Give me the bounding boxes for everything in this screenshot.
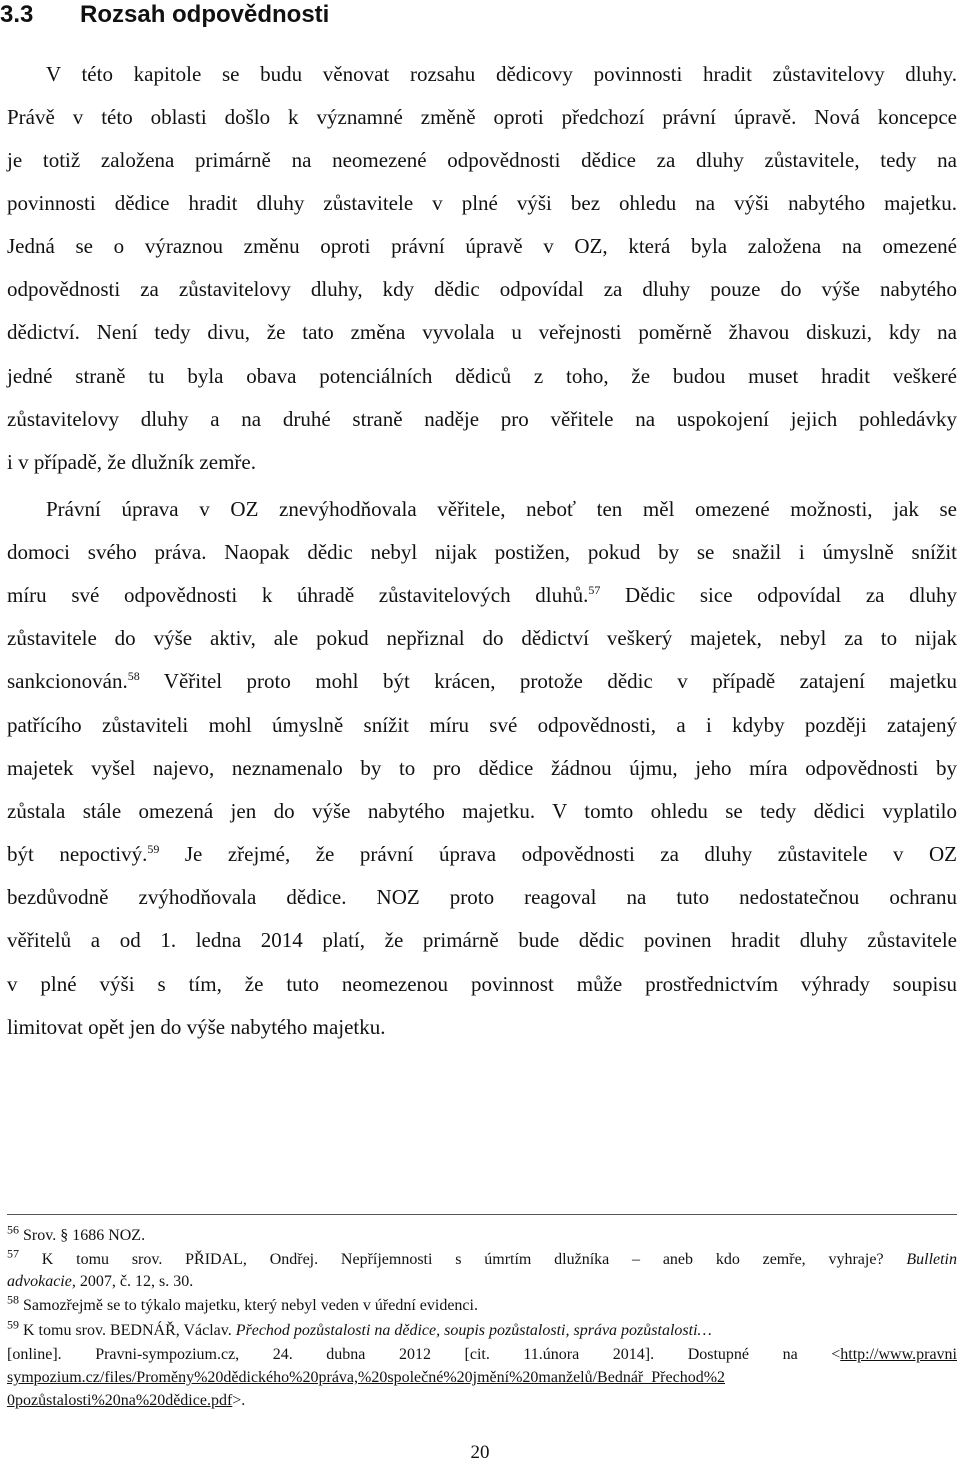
paragraph-line: v plné výši s tím, že tuto neomezenou povinnost může prostřednictvím výhrady soupisu	[7, 972, 957, 996]
footnote-journal: Bulletin	[906, 1251, 957, 1268]
footnote-ref-57[interactable]: 57	[588, 583, 601, 597]
paragraph-line: Právě v této oblasti došlo k významné změně oproti předchozí právní úpravě. Nová koncepce	[7, 105, 957, 129]
footnote-text: K tomu srov. PŘIDAL, Ondřej. Nepříjemnosti s úmrtím dlužníka – aneb kdo zemře, vyhraje?	[19, 1251, 907, 1268]
line-text: Věřitel proto mohl být krácen, protože dědic v případě zatajení majetku	[139, 669, 957, 693]
footnote-number: 57	[7, 1246, 19, 1261]
footnote-57-cont	[7, 1272, 957, 1292]
section-title: Rozsah odpovědnosti	[80, 1, 330, 28]
paragraph-line: majetek vyšel najevo, neznamenalo by to pro dědice žádnou újmu, jeho míra odpovědnosti by	[7, 756, 957, 780]
footnote-59-url	[7, 1368, 957, 1388]
paragraph-line: jedné straně tu byla obava potenciálních dědiců z toho, že budou muset hradit veškeré	[7, 364, 957, 388]
paragraph-line: zůstala stále omezená jen do výše nabytého majetku. V tomto ohledu se tedy dědici vyplatilo	[7, 799, 957, 823]
footnote-ref-59[interactable]: 59	[147, 842, 160, 856]
paragraph-line: povinnosti dědice hradit dluhy zůstavitele v plné výši bez ohledu na výši nabytého majetku.	[7, 191, 957, 215]
paragraph-line: bezdůvodně zvýhodňovala dědice. NOZ proto reagoval na tuto nedostatečnou ochranu	[7, 885, 957, 909]
footnote-ref-58[interactable]: 58	[127, 669, 140, 683]
footnote-link[interactable]: sympozium.cz/files/Proměny%20dědického%20práva,%20společné%20jmění%20manželů/Bednář_Přechod%2	[7, 1369, 726, 1386]
paragraph-line	[7, 841, 957, 867]
footnote-text: 2007, č. 12, s. 30.	[75, 1273, 194, 1290]
section-heading	[0, 0, 329, 30]
paragraph-line: dědictví. Není tedy divu, že tato změna vyvolala u veřejnosti poměrně žhavou diskuzi, kdy na	[7, 320, 957, 344]
line-text: Je zřejmé, že právní úprava odpovědnosti za dluhy zůstavitele v OZ	[159, 842, 957, 866]
footnote-59	[7, 1317, 957, 1341]
footnote-number: 58	[7, 1292, 19, 1307]
footnote-text: K tomu srov. BEDNÁŘ, Václav.	[19, 1322, 236, 1339]
line-text: být nepoctivý.	[7, 842, 148, 866]
paragraph-line: Jedná se o výraznou změnu oproti právní úpravě v OZ, která byla založena na omezené	[7, 234, 957, 258]
footnote-57	[7, 1246, 957, 1270]
footnote-text: [online]. Pravni-sympozium.cz, 24. dubna 2012 [cit. 11.února 2014]. Dostupné na <	[7, 1346, 841, 1363]
footnote-59-cont	[7, 1345, 957, 1365]
line-text: míru své odpovědnosti k úhradě zůstavitelových dluhů.	[7, 583, 589, 607]
paragraph-line: V této kapitole se budu věnovat rozsahu dědicovy povinnosti hradit zůstavitelovy dluhy.	[46, 62, 957, 86]
footnote-link[interactable]: http://www.pravni	[840, 1346, 957, 1363]
paragraph-line: patřícího zůstaviteli mohl úmyslně snížit míru své odpovědnosti, a i kdyby později zatajený	[7, 713, 957, 737]
footnote-title: Přechod pozůstalosti na dědice, soupis pozůstalosti, správa pozůstalosti…	[235, 1322, 712, 1339]
footnote-58	[7, 1292, 957, 1316]
paragraph-line: zůstavitele do výše aktiv, ale pokud nepřiznal do dědictví veškerý majetek, nebyl za to nijak	[7, 626, 957, 650]
footnote-59-url-end	[7, 1391, 957, 1411]
footnote-number: 59	[7, 1317, 19, 1332]
footnote-text: Srov. § 1686 NOZ.	[23, 1227, 146, 1244]
line-text: Dědic sice odpovídal za dluhy	[600, 583, 957, 607]
page-number: 20	[470, 1442, 490, 1463]
paragraph-line: odpovědnosti za zůstavitelovy dluhy, kdy dědic odpovídal za dluhy pouze do výše nabytého	[7, 277, 957, 301]
footnote-number: 56	[7, 1222, 19, 1237]
paragraph-line	[7, 582, 957, 608]
paragraph-line: je totiž založena primárně na neomezené odpovědnosti dědice za dluhy zůstavitele, tedy na	[7, 148, 957, 172]
footnote-divider	[7, 1214, 957, 1215]
footnote-link[interactable]: 0pozůstalosti%20na%20dědice.pdf	[7, 1392, 233, 1409]
paragraph-line: věřitelů a od 1. ledna 2014 platí, že primárně bude dědic povinen hradit dluhy zůstavitele	[7, 928, 957, 952]
paragraph-line: zůstavitelovy dluhy a na druhé straně naděje pro věřitele na uspokojení jejich pohledávky	[7, 407, 957, 431]
paragraph-line: i v případě, že dlužník zemře.	[7, 450, 256, 474]
paragraph-line: limitovat opět jen do výše nabytého majetku.	[7, 1015, 386, 1039]
footnote-text: >.	[232, 1392, 246, 1409]
section-number: 3.3	[0, 1, 34, 28]
line-text: sankcionován.	[7, 669, 128, 693]
footnote-journal: advokacie,	[7, 1273, 76, 1290]
footnote-text: Samozřejmě se to týkalo majetku, který nebyl veden v úřední evidenci.	[19, 1297, 478, 1314]
paragraph-line	[7, 668, 957, 694]
paragraph-line: Právní úprava v OZ znevýhodňovala věřitele, neboť ten měl omezené možnosti, jak se	[46, 497, 957, 521]
footnote-56	[7, 1222, 957, 1246]
paragraph-line: domoci svého práva. Naopak dědic nebyl nijak postižen, pokud by se snažil i úmyslně snížit	[7, 540, 957, 564]
